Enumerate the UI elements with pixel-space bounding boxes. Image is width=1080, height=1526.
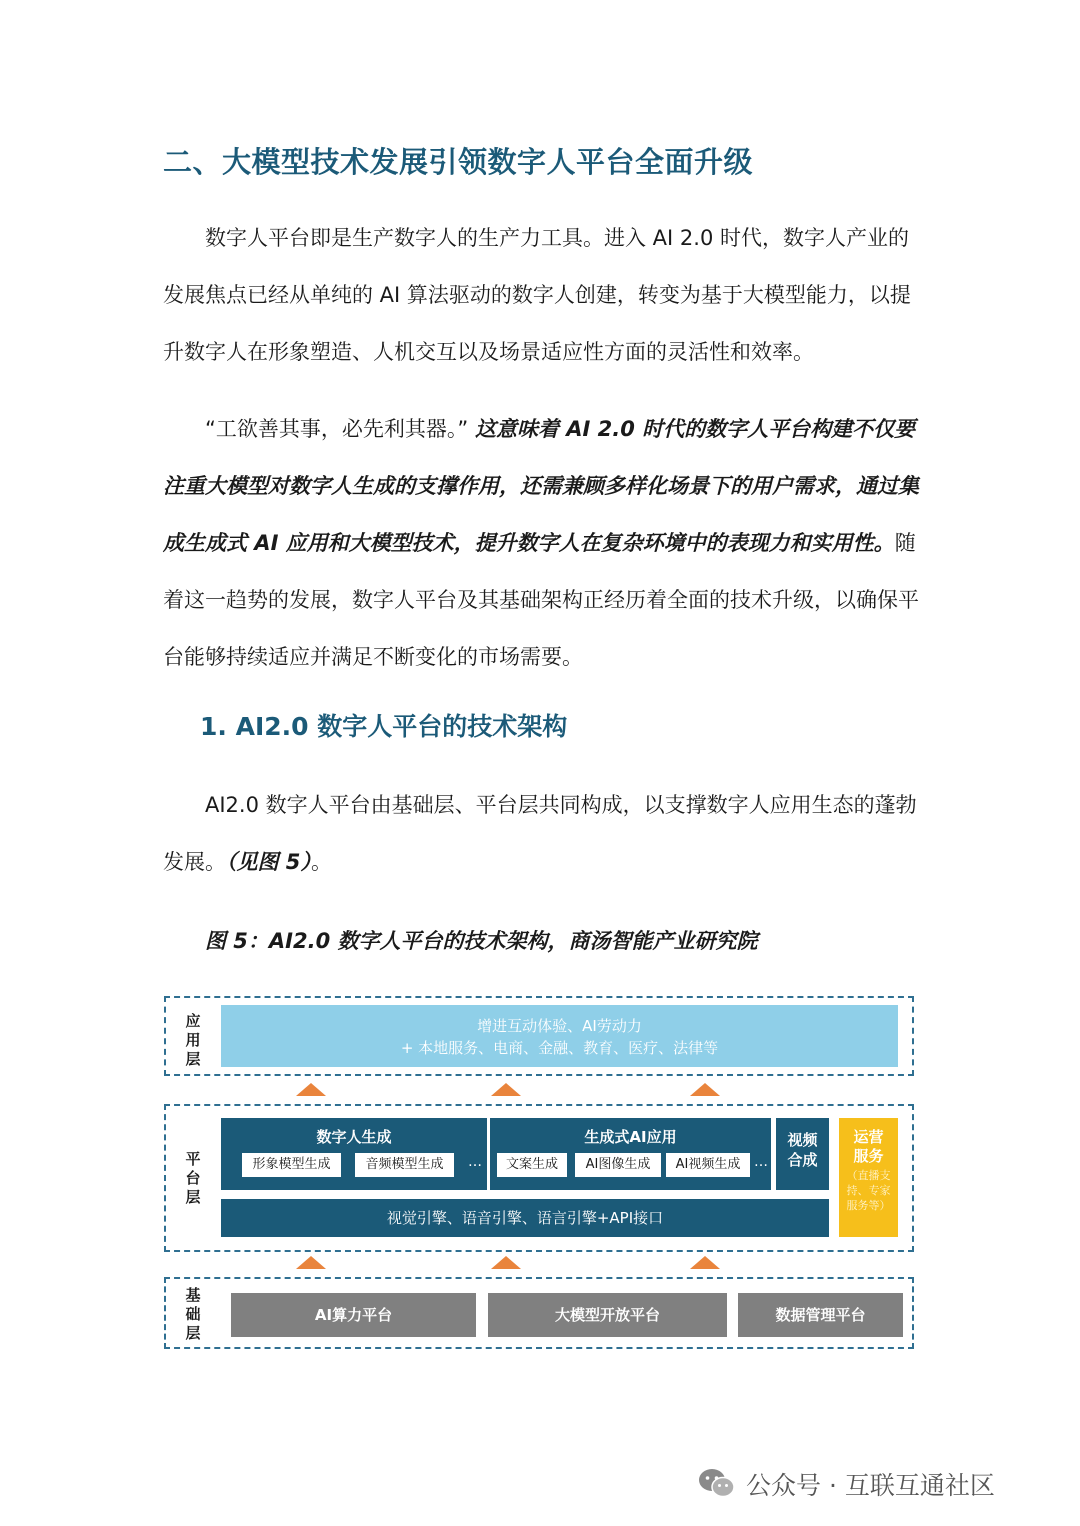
app-layer-label: 应用层 [185,1012,201,1068]
emphasis-text: 这意味着 AI 2.0 时代的数字人平台构建不仅要注重大模型对数字人生成的支撑作用，还需兼顾多样化场景下的用户需求，通过集成生成式 AI 应用和大模型技术，提升数字人在复杂环境中的表现力和实用性。 [163,417,919,555]
figure-caption: 图 5：AI2.0 数字人平台的技术架构，商汤智能产业研究院 [205,929,758,953]
paragraph-architecture [163,777,923,891]
audio-model-chip: 音频模型生成 [355,1153,454,1177]
up-arrow-icon [491,1083,521,1096]
up-arrow-icon [491,1256,521,1269]
up-arrow-icon [296,1256,326,1269]
ops-service-note: （直播支持、专家服务等） [846,1169,891,1212]
up-arrow-icon [690,1083,720,1096]
video-compose-label: 视频合成 [787,1131,818,1169]
paragraph-rest-text: 随着这一趋势的发展，数字人平台及其基础架构正经历着全面的技术升级，以确保平台能够持续适应并满足不断变化的市场需要。 [163,531,919,669]
app-layer-box [221,1005,898,1067]
figure-reference: （见图 5） [226,850,311,874]
data-platform-box: 数据管理平台 [738,1293,903,1337]
up-arrow-icon [690,1256,720,1269]
ops-service-block [839,1118,898,1237]
up-arrow-icon [296,1083,326,1096]
paragraph-intro-text: 数字人平台即是生产数字人的生产力工具。进入 AI 2.0 时代，数字人产业的发展焦点已经从单纯的 AI 算法驱动的数字人创建，转变为基于大模型能力，以提升数字人在形象塑造、人机交互以及场景适应性方面的灵活性和效率。 [163,226,911,364]
video-compose-block [776,1118,829,1190]
quote-text: “工欲善其事，必先利其器。” [205,417,469,441]
paragraph-end-punct: 。 [310,850,332,874]
ai-video-chip: AI视频生成 [666,1153,750,1177]
gen-ai-title: 生成式AI应用 [584,1128,677,1146]
app-layer-line1: 增进互动体验、AI劳动力 [477,1017,642,1035]
app-layer-line2: + 本地服务、电商、金融、教育、医疗、法律等 [400,1039,719,1057]
gen-ai-more: … [754,1154,768,1170]
paragraph-intro [163,210,923,381]
footer-text: 公众号 · 互联互通社区 [746,1471,995,1500]
platform-layer-label: 平台层 [185,1150,201,1206]
paragraph-quote [163,401,923,686]
section-heading: 二、大模型技术发展引领数字人平台全面升级 [163,145,754,179]
paragraph-architecture-text: AI2.0 数字人平台由基础层、平台层共同构成，以支撑数字人应用生态的蓬勃发展。 [163,793,917,874]
image-model-chip: 形象模型生成 [242,1153,341,1177]
ai-image-chip: AI图像生成 [575,1153,661,1177]
digital-human-title: 数字人生成 [316,1128,392,1146]
engine-bar: 视觉引擎、语音引擎、语言引擎+API接口 [221,1199,829,1237]
ops-service-title: 运营服务 [853,1128,884,1165]
copywriting-chip: 文案生成 [497,1153,567,1177]
base-layer-label: 基础层 [185,1286,201,1342]
subsection-heading: 1. AI2.0 数字人平台的技术架构 [200,712,568,741]
compute-platform-box: AI算力平台 [231,1293,476,1337]
digital-human-more: … [468,1154,482,1170]
llm-platform-box: 大模型开放平台 [488,1293,727,1337]
wechat-icon [698,1468,736,1498]
